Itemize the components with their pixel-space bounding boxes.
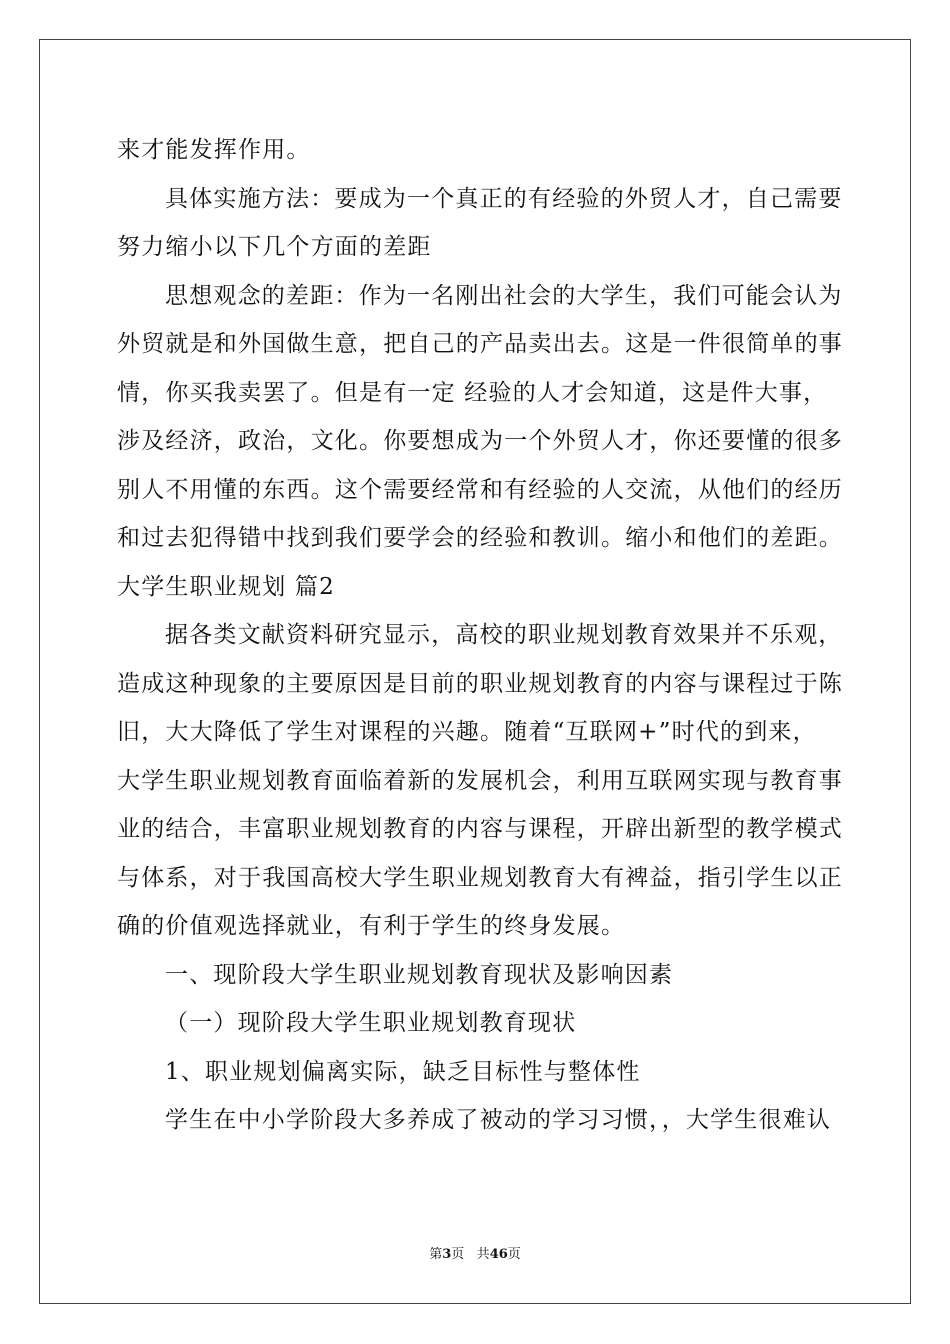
page-prefix: 第 (429, 1247, 443, 1262)
subheading-1: 一、现阶段大学生职业规划教育现状及影响因素 (165, 961, 674, 988)
text-line: 与体系，对于我国高校大学生职业规划教育大有裨益，指引学生以正 (117, 864, 843, 891)
text-line: 具体实施方法：要成为一个真正的有经验的外贸人才，自己需要 (165, 185, 843, 212)
page-number: 3 (442, 1247, 452, 1262)
total-prefix: 共 (476, 1247, 490, 1262)
text-line: 来才能发挥作用。 (117, 137, 311, 163)
text-line: 据各类文献资料研究显示，高校的职业规划教育效果并不乐观， (165, 622, 843, 648)
text-line: 旧，大大降低了学生对课程的兴趣。随着“互联网+”时代的到来， (117, 719, 817, 745)
text-line: 学生在中小学阶段大多养成了被动的学习习惯，，大学生很难认 (165, 1107, 832, 1133)
text-line: 确的价值观选择就业，有利于学生的终身发展。 (117, 913, 626, 939)
subheading-2: （一）现阶段大学生职业规划教育现状 (165, 1010, 577, 1036)
document-body (117, 126, 843, 1145)
text-line: 涉及经济，政治，文化。你要想成为一个外贸人才，你还要懂的很多 (117, 428, 843, 454)
text-line: 情，你买我卖罢了。但是有一定 经验的人才会知道，这是件大事， (117, 379, 828, 406)
text-line: 和过去犯得错中找到我们要学会的经验和教训。缩小和他们的差距。 (117, 525, 843, 551)
text-line: 别人不用懂的东西。这个需要经常和有经验的人交流，从他们的经历 (117, 476, 843, 503)
total-suffix: 页 (507, 1247, 521, 1262)
section-heading: 大学生职业规划 篇2 (117, 573, 335, 600)
page-footer (0, 1246, 950, 1264)
text-line: 业的结合，丰富职业规划教育的内容与课程，开辟出新型的教学模式 (117, 816, 843, 842)
page-suffix: 页 (451, 1247, 465, 1262)
text-line: 大学生职业规划教育面临着新的发展机会，利用互联网实现与教育事 (117, 767, 843, 794)
text-line: 外贸就是和外国做生意，把自己的产品卖出去。这是一件很简单的事 (117, 331, 843, 357)
total-pages: 46 (489, 1247, 508, 1262)
text-line: 造成这种现象的主要原因是目前的职业规划教育的内容与课程过于陈 (117, 670, 843, 697)
text-line: 努力缩小以下几个方面的差距 (117, 234, 432, 260)
subheading-3: 1、职业规划偏离实际，缺乏目标性与整体性 (165, 1058, 641, 1085)
text-line: 思想观念的差距：作为一名刚出社会的大学生，我们可能会认为 (165, 282, 843, 309)
